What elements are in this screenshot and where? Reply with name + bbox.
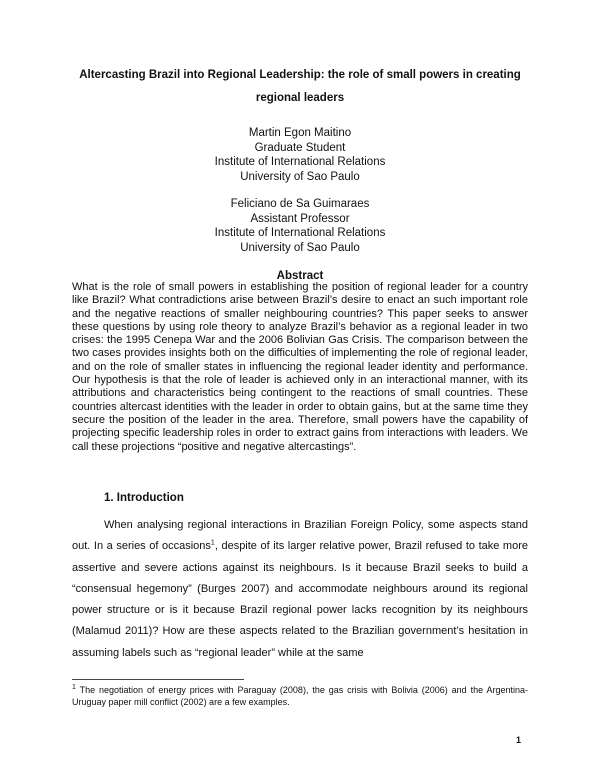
author-name: Feliciano de Sa Guimaraes (230, 198, 370, 210)
author-position: Graduate Student (254, 141, 346, 154)
abstract-text: What is the role of small powers in establishing the position of regional leader for a country like Brazil? What contradictions arise between Brazil’s desire to enact an such important role and the negative reactions of smaller neighbouring countries? This paper seeks to answer these questions by using role theory to analyze Brazil’s behavior as a regional leader in two crises: the 1995 Cenepa War and the 2006 Bolivian Gas Crisis. The comparison between the two cases provides insights both on the difficulties of implementing the role of regional leader, and on the role of smaller states in influencing the regional leader identity and performance. Our hypothesis is that the role of leader is achieved only in an interactional manner, with its attributions and characteristics being contingent to the reactions of small countries. These countries altercast identities with the leader in order to obtain gains, but at the same time they secure the position of the leader in the area. Therefore, small powers have the capability of projecting specific leadership roles in order to extract gains from interactions with leaders. We call these projections “positive and negative altercastings”. (72, 281, 528, 453)
paper-title: Altercasting Brazil into Regional Leadership: the role of small powers in creating regional leaders (79, 69, 521, 104)
introduction-text (72, 515, 528, 664)
author-department: Institute of International Relations (214, 156, 386, 168)
author-university: University of Sao Paulo (240, 170, 360, 183)
footnote-marker: 1 (72, 684, 76, 691)
author-name: Martin Egon Maitino (248, 127, 352, 139)
footnote-text: The negotiation of energy prices with Paraguay (2008), the gas crisis with Bolivia (2006) and the Argentina- Uruguay paper mill conflict (2002) are a few examples. (72, 685, 528, 707)
footnote (72, 684, 528, 708)
footnote-separator (72, 679, 244, 680)
introduction-heading: 1. Introduction (104, 492, 184, 504)
author-list (72, 126, 528, 255)
abstract-heading: Abstract (276, 270, 324, 282)
author-block (72, 126, 528, 184)
introduction-text-part: , despite of its larger relative power, Brazil refused to take more assertive and severe actions against its neighbours. Is it because Brazil seeks to build a “consensual hegemony” (Burges 2007) and accommodate neighbours around its regional power structure or is it because Brazil regional power lacks recognition by its neighbours (Malamud 2011)? How are these aspects related to the Brazilian government’s hesitation in assuming labels such as “regional leader” while at the same (72, 540, 528, 659)
author-university: University of Sao Paulo (240, 241, 360, 254)
footnote-reference: 1 (210, 539, 215, 547)
page-number: 1 (516, 735, 522, 745)
author-block (72, 197, 528, 255)
author-position: Assistant Professor (250, 212, 350, 225)
introduction-text-part: When analysing regional interactions in Brazilian Foreign Policy, some aspects stand out. In a series of occasions (72, 519, 528, 553)
author-department: Institute of International Relations (214, 227, 386, 239)
